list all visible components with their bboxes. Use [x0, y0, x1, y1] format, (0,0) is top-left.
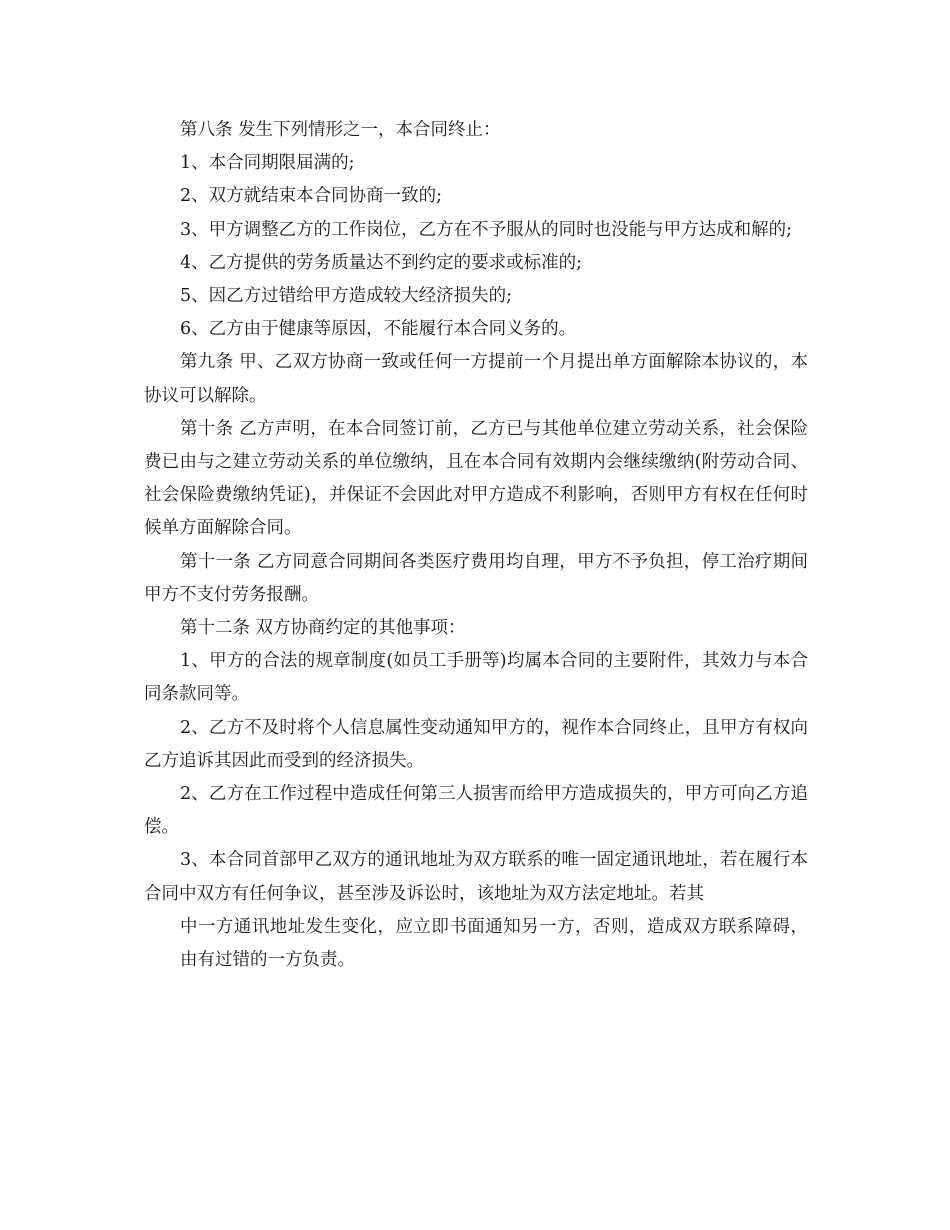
- paragraph-article-11: 第十一条 乙方同意合同期间各类医疗费用均自理，甲方不予负担，停工治疗期间甲方不支付劳务报酬。: [144, 551, 808, 605]
- paragraph-article-8: 第八条 发生下列情形之一，本合同终止：: [180, 120, 501, 140]
- paragraph-article-8-item-6: 6、乙方由于健康等原因，不能履行本合同义务的。: [180, 319, 577, 340]
- paragraph-article-8-item-5: 5、因乙方过错给甲方造成较大经济损失的;: [180, 286, 513, 307]
- paragraph-article-8-item-4: 4、乙方提供的劳务质量达不到约定的要求或标准的;: [180, 252, 583, 273]
- paragraph-article-12-item-3-continued: 中一方通讯地址发生变化，应立即书面通知另一方，否则，造成双方联系障碍，由有过错的一方负责。: [180, 916, 808, 971]
- paragraph-article-8-item-1: 1、本合同期限届满的;: [180, 153, 355, 174]
- paragraph-article-8-item-3: 3、甲方调整乙方的工作岗位，乙方在不予服从的同时也没能与甲方达成和解的;: [180, 219, 793, 240]
- paragraph-article-8-item-2: 2、双方就结束本合同协商一致的;: [180, 186, 443, 207]
- paragraph-article-12-item-1: 1、甲方的合法的规章制度(如员工手册等)均属本合同的主要附件，其效力与本合同条款同等。: [144, 651, 808, 705]
- document-body: [144, 114, 808, 977]
- paragraph-article-12-item-3: 3、本合同首部甲乙双方的通讯地址为双方联系的唯一固定通讯地址，若在履行本合同中双方有任何争议，甚至涉及诉讼时，该地址为双方法定地址。若其: [144, 850, 808, 904]
- paragraph-article-12: 第十二条 双方协商约定的其他事项：: [180, 618, 466, 639]
- paragraph-article-9: 第九条 甲、乙双方协商一致或任何一方提前一个月提出单方面解除本协议的，本协议可以解除。: [144, 352, 808, 406]
- paragraph-article-10: 第十条 乙方声明，在本合同签订前，乙方已与其他单位建立劳动关系，社会保险费已由与之建立劳动关系的单位缴纳，且在本合同有效期内会继续缴纳(附劳动合同、社会保险费缴纳凭证)，并保证不会因此对甲方造成不利影响，否则甲方有权在任何时候单方面解除合同。: [144, 418, 808, 539]
- paragraph-article-12-item-2a: 2、乙方不及时将个人信息属性变动通知甲方的，视作本合同终止，且甲方有权向乙方追诉其因此而受到的经济损失。: [144, 717, 808, 771]
- paragraph-article-12-item-2b: 2、乙方在工作过程中造成任何第三人损害而给甲方造成损失的，甲方可向乙方追偿。: [144, 784, 808, 838]
